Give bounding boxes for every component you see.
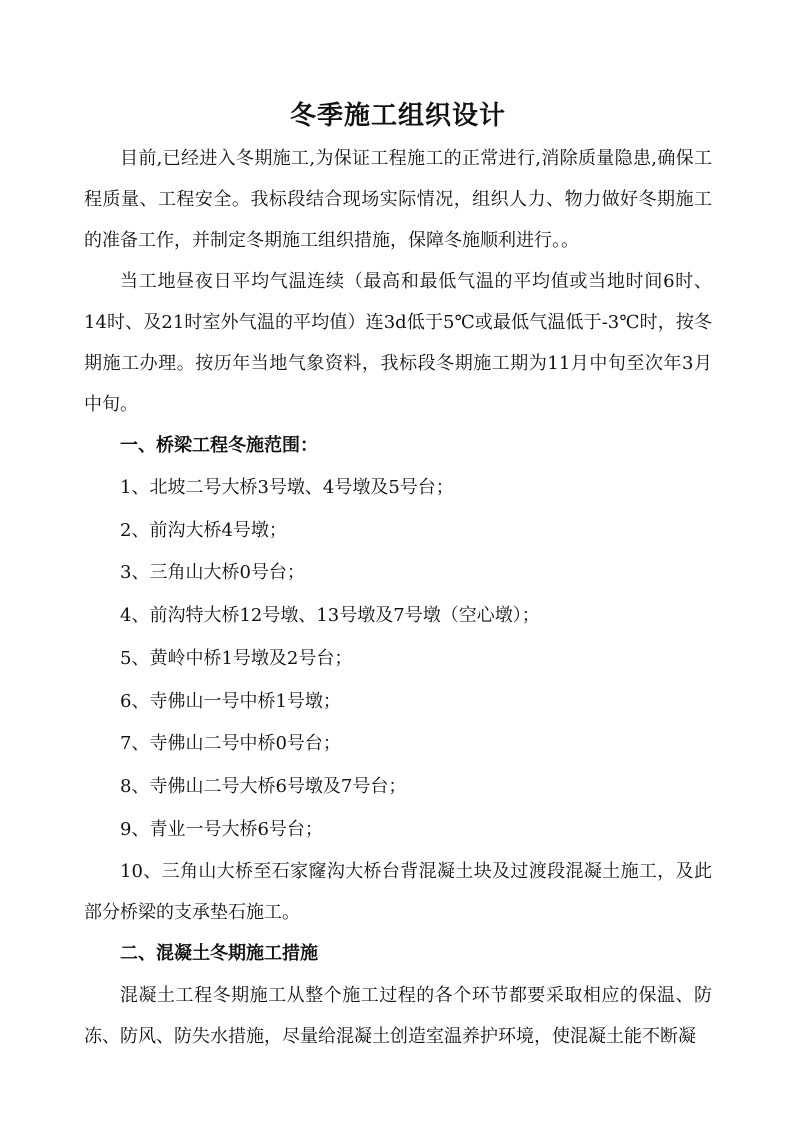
list-item: 5、黄岭中桥1号墩及2号台；	[120, 647, 353, 669]
list-item: 10、三角山大桥至石家窿沟大桥台背混凝土块及过渡段混凝土施工，及此部分桥梁的支承垫石施工。	[84, 861, 712, 924]
concrete-paragraph: 混凝土工程冬期施工从整个施工过程的各个环节都要采取相应的保温、防冻、防风、防失水措施，尽量给混凝土创造室温养护环境，使混凝土能不断凝	[84, 985, 712, 1048]
list-item: 2、前沟大桥4号墩；	[120, 519, 287, 541]
list-item: 9、青业一号大桥6号台；	[120, 818, 323, 840]
condition-paragraph: 当工地昼夜日平均气温连续（最高和最低气温的平均值或当地时间6时、14时、及21时室外气温的平均值）连3d低于5℃或最低气温低于-3℃时，按冬期施工办理。按历年当地气象资料，我标段冬期施工期为11月中旬至次年3月中旬。	[84, 271, 712, 415]
section-heading-concrete-measures: 二、混凝土冬期施工措施	[120, 943, 318, 965]
document-title: 冬季施工组织设计	[289, 101, 506, 131]
list-item: 8、寺佛山二号大桥6号墩及7号台；	[120, 775, 407, 797]
intro-paragraph: 目前,已经进入冬期施工,为保证工程施工的正常进行,消除质量隐患,确保工程质量、工程安全。我标段结合现场实际情况，组织人力、物力做好冬期施工的准备工作，并制定冬期施工组织措施，保障冬施顺利进行。。	[84, 148, 712, 251]
list-item: 6、寺佛山一号中桥1号墩；	[120, 690, 341, 712]
section-heading-bridge-scope: 一、桥梁工程冬施范围：	[120, 435, 318, 456]
list-item: 3、三角山大桥0号台；	[120, 562, 305, 584]
list-item: 1、北坡二号大桥3号墩、4号墩及5号台；	[120, 477, 454, 498]
list-item: 7、寺佛山二号中桥0号台；	[120, 733, 341, 755]
document-page	[84, 96, 712, 1057]
list-item: 4、前沟特大桥12号墩、13号墩及7号墩（空心墩）；	[120, 605, 540, 627]
